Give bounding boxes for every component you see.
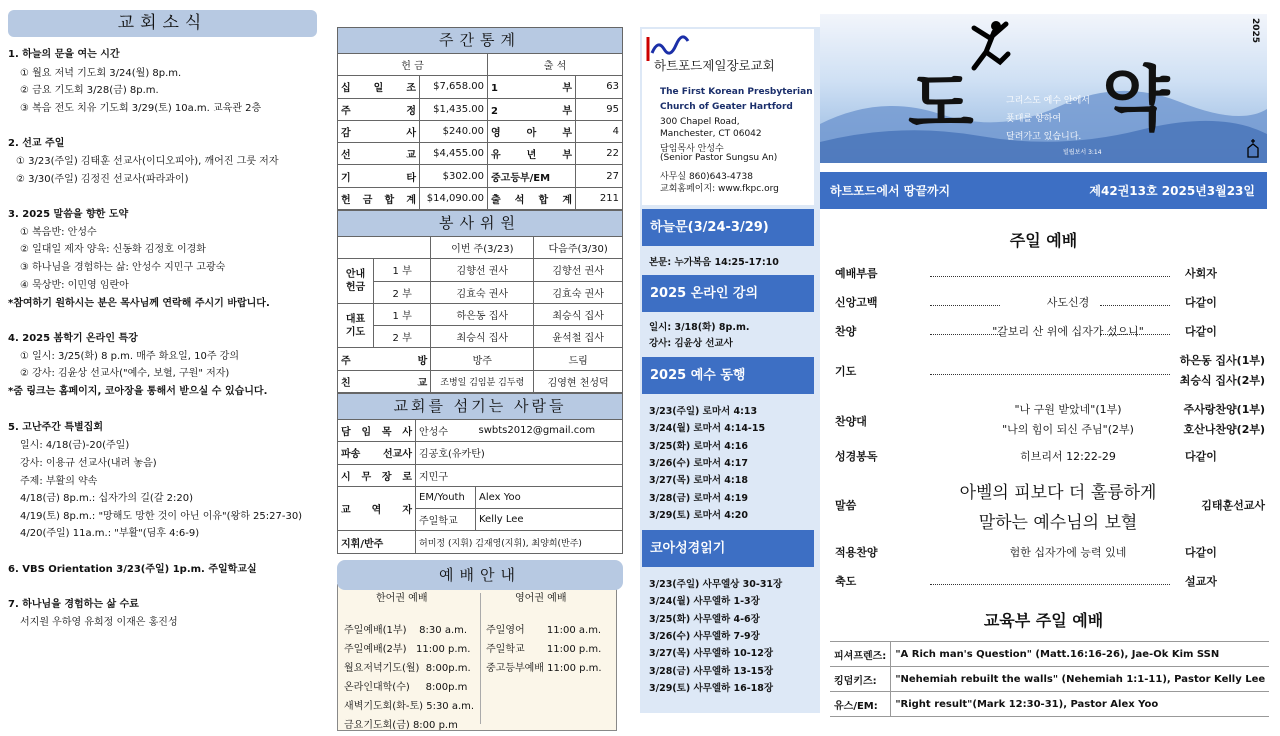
order-leader: 다같이 [1185, 450, 1217, 463]
news-line: 4/18(금) 8p.m.: 십자가의 길(갈 2:20) [20, 493, 194, 504]
next-week-name: 김향선 권사 [534, 259, 623, 281]
church-website: 교회홈페이지: www.fkpc.org [660, 184, 779, 194]
table-row [338, 326, 623, 348]
church-news-column [0, 0, 322, 736]
jesus-walk-item: 3/23(주일) 로마서 4:13 [649, 406, 758, 417]
news-line: ② 강사: 김윤상 선교사("예수, 보혈, 구원" 저자) [20, 368, 230, 379]
church-name-kr: 하트포드제일장로교회 [654, 58, 775, 73]
sunday-school-name: Kelly Lee [476, 509, 623, 531]
offering-header: 헌 금 [338, 54, 488, 76]
senior-pastor: 담임목사 안성수 [660, 144, 724, 154]
order-leader: 다같이 [1185, 296, 1217, 309]
table-row [338, 143, 623, 165]
order-content: 험한 십자가에 능력 있네 [1009, 546, 1127, 559]
bible-reading-item: 3/27(목) 사무엘하 10-12장 [649, 648, 774, 660]
news-line: 3. 2025 말씀을 향한 도약 [8, 209, 129, 220]
educator-label: 교 역 자 [338, 486, 416, 531]
table-row [338, 370, 623, 392]
pastor-name: 안성수 [416, 420, 476, 442]
fellowship-next: 김영현 천성덕 [534, 370, 623, 392]
offering-label: 헌 금 합 계 [338, 187, 420, 209]
offering-value: $4,455.00 [420, 143, 488, 165]
edu-label: 킹덤키즈: [830, 667, 891, 692]
em-name: Alex Yoo [476, 486, 623, 508]
order-label: 신앙고백 [835, 296, 878, 309]
dotted-leader [930, 276, 1170, 277]
table-row [830, 692, 1269, 717]
order-leader: 호산나찬양(2부) [1183, 423, 1265, 436]
motto: 하트포드에서 땅끝까지 [830, 184, 951, 198]
education-worship-title: 교육부 주일 예배 [983, 611, 1104, 630]
jesus-walk-title: 2025 예수 동행 [642, 357, 814, 394]
part-label: 2 부 [374, 281, 431, 303]
news-line: 5. 고난주간 특별집회 [8, 422, 103, 433]
news-line: 4. 2025 봄학기 온라인 특강 [8, 333, 138, 344]
sky-gate-text: 본문: 누가복음 14:25-17:10 [649, 257, 779, 268]
edu-value: "A Rich man's Question" (Matt.16:16-26), Jae-Ok Kim SSN [891, 642, 1269, 667]
worship-order-row [835, 474, 1265, 534]
korean-service-item: 월요저녁기도(월) 8:00p.m. [344, 663, 471, 674]
table-row [338, 486, 623, 508]
attendance-label: 중고등부/EM [488, 165, 576, 187]
jesus-walk-item: 3/28(금) 로마서 4:19 [649, 492, 748, 504]
attendance-label: 2 부 [488, 98, 576, 120]
elder-label: 시 무 장 로 [338, 464, 416, 486]
offering-label: 선 교 [338, 143, 420, 165]
english-worship-header: 영어권 예배 [515, 593, 567, 604]
korean-service-item: 주일예배(2부) 11:00 p.m. [344, 644, 471, 655]
order-leader: 최승식 집사(2부) [1179, 374, 1265, 387]
news-line: 6. VBS Orientation 3/23(주일) 1p.m. 주일학교실 [8, 564, 257, 575]
offering-label: 기 타 [338, 165, 420, 187]
order-content: 말하는 예수님의 보혈 [978, 513, 1138, 533]
em-label: EM/Youth [416, 486, 476, 508]
bulletin-info-bar [820, 172, 1267, 209]
jesus-walk-item: 3/29(토) 로마서 4:20 [649, 509, 748, 521]
news-line: ③ 복음 전도 치유 기도회 3/29(토) 10a.m. 교육관 2층 [20, 103, 262, 114]
news-line: 주제: 부활의 약속 [20, 476, 98, 487]
offering-label: 십 일 조 [338, 76, 420, 98]
korean-service-item: 새벽기도회(화-토) 5:30 a.m. [344, 701, 475, 712]
table-row [338, 464, 623, 486]
table-row [830, 667, 1269, 692]
news-line: *참여하기 원하시는 분은 목사님께 연락해 주시기 바랍니다. [8, 298, 270, 309]
jesus-walk-item: 3/26(수) 로마서 4:17 [649, 457, 748, 469]
banner-verse-3: 달려가고 있습니다. [1006, 132, 1082, 142]
online-lecture-date: 일시: 3/18(화) 8p.m. [649, 322, 750, 333]
bible-reading-item: 3/25(화) 사무엘하 4-6장 [649, 613, 760, 625]
worship-order-row [835, 291, 1265, 311]
staff-table [337, 419, 623, 554]
online-lecture-title: 2025 온라인 강의 [642, 275, 814, 312]
order-content: 아벨의 피보다 더 훌륭하게 [959, 483, 1157, 503]
next-week-name: 최승식 집사 [534, 303, 623, 325]
education-table [830, 641, 1269, 717]
table-row [338, 531, 623, 553]
attendance-value: 211 [576, 187, 623, 209]
worship-order-row [835, 541, 1265, 561]
english-service-item: 중고등부예배 11:00 p.m. [486, 663, 602, 674]
this-week-name: 하은동 집사 [431, 303, 534, 325]
table-row [338, 259, 623, 281]
bible-reading-item: 3/28(금) 사무엘하 13-15장 [649, 665, 774, 677]
this-week-name: 김효숙 권사 [431, 281, 534, 303]
church-name-en2: Church of Geater Hartford [660, 102, 793, 112]
table-row [338, 76, 623, 98]
news-line: ① 3/23(주일) 김태훈 선교사(이디오피아), 깨어진 그룻 저자 [16, 156, 279, 167]
worship-order-row [835, 320, 1265, 340]
kitchen-label: 주 방 [338, 348, 431, 370]
order-label: 축도 [835, 575, 857, 588]
korean-service-item: 온라인대학(수) 8:00p.m [344, 682, 468, 693]
jesus-walk-item: 3/25(화) 로마서 4:16 [649, 440, 748, 452]
worship-order-row [835, 570, 1265, 590]
news-line: ③ 하나님을 경험하는 삶: 안성수 지민구 고광숙 [20, 262, 226, 273]
banner-verse-ref: 빌립보서 3:14 [1063, 149, 1102, 156]
church-name-en1: The First Korean Presbyterian [660, 87, 813, 97]
offering-value: $240.00 [420, 120, 488, 142]
news-line: ② 일대일 제자 양육: 신동화 김정호 이경화 [20, 244, 206, 255]
table-row [338, 165, 623, 187]
news-line: ④ 묵상반: 이민영 임란아 [20, 280, 129, 291]
news-line: ② 금요 기도회 3/28(금) 8p.m. [20, 85, 159, 96]
attendance-label: 출 석 합 계 [488, 187, 576, 209]
news-line: 서지원 우하영 유희정 이재은 홍진성 [20, 617, 178, 628]
pastor-label: 담 임 목 사 [338, 420, 416, 442]
order-content: "나 구원 받았네"(1부) [1014, 403, 1122, 416]
bible-reading-title: 코아성경읽기 [642, 530, 814, 567]
order-label: 찬양 [835, 325, 857, 338]
part-label: 1 부 [374, 259, 431, 281]
order-leader: 설교자 [1185, 575, 1217, 588]
next-week-name: 윤석철 집사 [534, 326, 623, 348]
church-info-box [642, 29, 814, 205]
volunteers-title: 봉사위원 [337, 210, 623, 237]
attendance-value: 63 [576, 76, 623, 98]
news-line: ② 3/30(주일) 김정진 선교사(파라과이) [16, 174, 189, 185]
jesus-walk-item: 3/24(월) 로마서 4:14-15 [649, 423, 766, 435]
weekly-stats-title: 주간통계 [337, 27, 623, 54]
kitchen-next: 드림 [534, 348, 623, 370]
order-leader: 다같이 [1185, 546, 1217, 559]
attendance-label: 영 아 부 [488, 120, 576, 142]
church-news-title: 교회소식 [8, 10, 317, 37]
dotted-leader [930, 374, 1170, 375]
news-line: ① 복음반: 안성수 [20, 227, 97, 238]
table-row [338, 98, 623, 120]
korean-worship-header: 한어권 예배 [376, 593, 428, 604]
offering-label: 주 정 [338, 98, 420, 120]
banner-verse-1: 그리스도 예수 안에서 [1006, 96, 1090, 106]
part-label: 2 부 [374, 326, 431, 348]
banner-big-char-1: 도 [908, 64, 974, 144]
table-row [338, 348, 623, 370]
bible-reading-item: 3/29(토) 사무엘하 16-18장 [649, 682, 774, 694]
table-row [338, 187, 623, 209]
attendance-value: 27 [576, 165, 623, 187]
fellowship-label: 친 교 [338, 370, 431, 392]
jesus-walk-item: 3/27(목) 로마서 4:18 [649, 475, 748, 487]
order-label: 말씀 [835, 499, 857, 512]
news-line: ① 일시: 3/25(화) 8 p.m. 매주 화요일, 10주 강의 [20, 351, 239, 362]
rep-prayer-label: 대표 기도 [338, 303, 374, 348]
elder-name: 지민구 [416, 464, 623, 486]
this-week-header: 이번 주(3/23) [431, 237, 534, 259]
order-content: "갈보리 산 위에 십자가 섰으니" [992, 325, 1144, 338]
table-row [338, 442, 623, 464]
bible-reading-item: 3/24(월) 사무엘하 1-3장 [649, 596, 760, 608]
order-content: "나의 힘이 되신 주님"(2부) [1002, 423, 1134, 436]
senior-pastor-en: (Senior Pastor Sungsu An) [660, 153, 778, 163]
staff-title: 교회를 섬기는 사람들 [337, 393, 623, 420]
order-leader: 하은동 집사(1부) [1179, 354, 1265, 367]
this-week-name: 김향선 권사 [431, 259, 534, 281]
order-label: 찬양대 [835, 415, 867, 428]
order-leader: 다같이 [1185, 325, 1217, 338]
news-line: 강사: 이용규 선교사(내려 놓음) [20, 458, 157, 469]
table-row [830, 642, 1269, 667]
worship-order-row [835, 445, 1265, 465]
worship-order-row [835, 399, 1265, 441]
order-label: 예배부름 [835, 267, 878, 280]
worship-order-row [835, 350, 1265, 390]
church-address2: Manchester, CT 06042 [660, 129, 762, 139]
table-row [338, 303, 623, 325]
offering-value: $1,435.00 [420, 98, 488, 120]
banner-year: 2025 [1250, 18, 1260, 44]
bible-reading-item: 3/23(주일) 사무엘상 30-31장 [649, 579, 783, 590]
attendance-value: 4 [576, 120, 623, 142]
bible-reading-item: 3/26(수) 사무엘하 7-9장 [649, 630, 760, 642]
next-week-name: 김효숙 권사 [534, 281, 623, 303]
attendance-label: 유 년 부 [488, 143, 576, 165]
order-leader: 김태훈선교사 [1201, 499, 1265, 512]
part-label: 1 부 [374, 303, 431, 325]
table-row [338, 120, 623, 142]
english-service-item: 주일학교 11:00 p.m. [486, 644, 602, 655]
news-line: 4/19(토) 8p.m.: "망해도 망한 것이 아닌 이유"(왕하 25:27-30) [20, 511, 303, 522]
worship-info-box [337, 584, 617, 731]
news-line: 4/20(주일) 11a.m.: "부활"(딤후 4:6-9) [20, 528, 200, 539]
order-label: 성경봉독 [835, 450, 878, 463]
order-content: 히브리서 12:22-29 [1020, 450, 1116, 463]
attendance-value: 22 [576, 143, 623, 165]
edu-label: 피셔프렌즈: [830, 642, 891, 667]
attendance-label: 1 부 [488, 76, 576, 98]
order-label: 적용찬양 [835, 546, 878, 559]
weekly-stats-table [337, 53, 623, 210]
missionary-label: 파송 선교사 [338, 442, 416, 464]
banner-image [820, 14, 1267, 163]
banner-big-char-2: 약 [1102, 57, 1170, 140]
choir-names: 허미정 (지휘) 김재영(지휘), 최양희(반주) [416, 531, 623, 553]
sky-gate-title: 하늘문(3/24-3/29) [642, 209, 814, 246]
table-row [338, 420, 623, 442]
this-week-name: 최승식 집사 [431, 326, 534, 348]
edu-value: "Nehemiah rebuilt the walls" (Nehemiah 1:1-11), Pastor Kelly Lee [891, 667, 1269, 692]
sunday-school-label: 주일학교 [416, 509, 476, 531]
side-panel [640, 27, 820, 713]
korean-service-item: 금요기도회(금) 8:00 p.m [344, 720, 458, 731]
offering-label: 감 사 [338, 120, 420, 142]
table-row [338, 281, 623, 303]
order-leader: 사회자 [1185, 267, 1217, 280]
attendance-header: 출 석 [488, 54, 623, 76]
edu-label: 유스/EM: [830, 692, 891, 717]
pastor-email: swbts2012@gmail.com [476, 420, 623, 442]
worship-order-column [820, 14, 1280, 736]
dotted-leader [930, 584, 1170, 585]
usher-label: 안내 헌금 [338, 259, 374, 304]
edu-value: "Right result"(Mark 12:30-31), Pastor Alex Yoo [891, 692, 1269, 717]
attendance-value: 95 [576, 98, 623, 120]
news-line: 2. 선교 주일 [8, 138, 65, 149]
news-line: 일시: 4/18(금)-20(주일) [20, 440, 130, 451]
kitchen-this: 방주 [431, 348, 534, 370]
worship-info-title: 예배안내 [337, 560, 623, 590]
order-leader: 주사랑찬양(1부) [1183, 403, 1265, 416]
online-lecture-speaker: 강사: 김윤상 선교사 [649, 338, 733, 349]
next-week-header: 다음주(3/30) [534, 237, 623, 259]
news-line: 7. 하나님을 경험하는 삶 수료 [8, 599, 139, 610]
office-phone: 사무실 860)643-4738 [660, 172, 753, 182]
banner-verse-2: 푯대를 향하여 [1006, 114, 1062, 124]
church-building-icon [1245, 138, 1261, 158]
news-line: ① 월요 저녁 기도회 3/24(월) 8p.m. [20, 68, 182, 79]
news-line: *줌 링크는 홈페이지, 코아장을 통해서 받으실 수 있습니다. [8, 386, 268, 397]
order-label: 기도 [835, 365, 857, 378]
choir-label: 지휘/반주 [338, 531, 416, 553]
news-line: 1. 하늘의 문을 여는 시간 [8, 49, 120, 60]
missionary-name: 김공호(유카탄) [416, 442, 623, 464]
korean-service-item: 주일예배(1부) 8:30 a.m. [344, 625, 468, 636]
church-address1: 300 Chapel Road, [660, 117, 740, 127]
english-service-item: 주일영어 11:00 a.m. [486, 625, 602, 636]
issue-date: 제42권13호 2025년3월23일 [1089, 184, 1255, 198]
fellowship-this: 조병일 김임분 김두령 [431, 370, 534, 392]
worship-order-row [835, 262, 1265, 282]
offering-value: $7,658.00 [420, 76, 488, 98]
order-content: 사도신경 [1046, 296, 1090, 309]
sunday-worship-title: 주일 예배 [1009, 231, 1078, 250]
volunteers-table [337, 236, 623, 393]
offering-value: $14,090.00 [420, 187, 488, 209]
offering-value: $302.00 [420, 165, 488, 187]
stats-column [337, 27, 623, 731]
